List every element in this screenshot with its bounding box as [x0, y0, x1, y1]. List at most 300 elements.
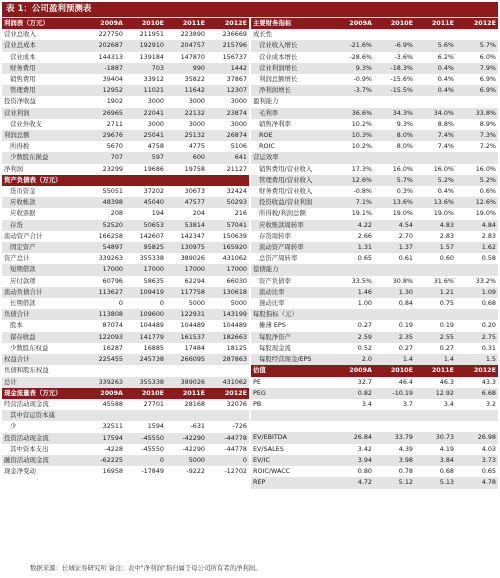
- cell-value: 32.7: [357, 377, 372, 386]
- cell-value: 62294: [184, 276, 205, 285]
- cell-value: 0.84: [398, 299, 413, 308]
- cell-value: 8.0%: [396, 142, 413, 151]
- cell-value: 5000: [188, 299, 205, 308]
- row-label: 销售费用: [10, 75, 36, 84]
- right-financial-table: [251, 18, 498, 489]
- row-label: 资产总计: [4, 254, 30, 263]
- table-section-header: [2, 388, 249, 399]
- table-row: [2, 74, 249, 85]
- cell-value: [333, 96, 374, 107]
- row-label: ROE: [251, 130, 333, 141]
- cell-value: 113627: [84, 287, 125, 298]
- cell-value: 6.0%: [479, 52, 496, 61]
- cell-value: 142347: [180, 231, 205, 240]
- table-row: [251, 343, 498, 354]
- cell-value: 32424: [226, 187, 247, 196]
- cell-value: 2009A: [333, 18, 374, 29]
- cell-value: 339263: [84, 377, 125, 388]
- cell-value: 0.3%: [396, 187, 413, 196]
- row-label: 固定资产: [2, 242, 84, 253]
- cell-value: 26965: [84, 108, 125, 119]
- cell-value: [456, 410, 498, 421]
- cell-value: 60796: [102, 276, 123, 285]
- row-label: 现金流量表（万元）: [2, 388, 84, 399]
- cell-value: 3.7: [402, 399, 413, 408]
- cell-value: 25132: [166, 130, 207, 141]
- row-label: 营业利润: [2, 108, 84, 119]
- cell-value: 223890: [180, 30, 205, 39]
- row-label: 现金净变动: [4, 467, 36, 476]
- cell-value: 2.83: [439, 231, 454, 240]
- row-label: 权益合计: [2, 354, 84, 365]
- cell-value: 9.3%: [396, 119, 413, 128]
- row-label: 营业总成本: [2, 40, 84, 51]
- cell-value: [166, 175, 207, 186]
- cell-value: 16287: [102, 343, 123, 352]
- cell-value: 48398: [84, 197, 125, 208]
- cell-value: 2.35: [374, 332, 415, 343]
- table-section-header: [251, 18, 498, 29]
- cell-value: 12.92: [415, 388, 456, 399]
- cell-value: 33.8%: [456, 108, 498, 119]
- row-label: 货币资金: [10, 187, 36, 196]
- cell-value: 5670: [106, 142, 123, 151]
- cell-value: [456, 29, 498, 40]
- row-label: EV/IC: [251, 455, 333, 466]
- row-label: 营业收入增长: [251, 40, 333, 51]
- cell-value: 0: [207, 455, 249, 466]
- table-row: [251, 29, 498, 40]
- table-row: [251, 399, 498, 410]
- cell-value: 13.6%: [415, 197, 456, 208]
- cell-value: 11021: [125, 85, 166, 96]
- row-label: 总资产周转率: [259, 254, 298, 263]
- cell-value: 2.0: [333, 354, 374, 365]
- row-label: 管理费用/营业收入: [251, 175, 333, 186]
- row-label: 应收帐款: [2, 197, 84, 208]
- cell-value: [374, 410, 415, 421]
- row-label: 流动资产周转率: [251, 242, 333, 253]
- cell-value: 34.3%: [374, 108, 415, 119]
- row-label: 长期借款: [10, 299, 36, 308]
- table-row: [251, 309, 498, 320]
- table-row: [2, 298, 249, 309]
- table-row: [251, 141, 498, 152]
- cell-value: -726: [232, 422, 247, 431]
- cell-value: 16.0%: [475, 164, 496, 173]
- cell-value: 6.68: [456, 388, 498, 399]
- row-label: PB: [253, 399, 262, 408]
- cell-value: 0.19: [398, 321, 413, 330]
- table-row: [251, 287, 498, 298]
- cell-value: 1.30: [374, 287, 415, 298]
- table-row: [251, 242, 498, 253]
- cell-value: -6.9%: [374, 40, 415, 51]
- cell-value: 2012E: [207, 388, 249, 399]
- cell-value: 431062: [222, 254, 247, 263]
- table-row: [2, 287, 249, 298]
- table-row: [251, 164, 498, 175]
- cell-value: 0.80: [357, 467, 372, 476]
- cell-value: 204: [192, 209, 205, 218]
- table-row: [251, 477, 498, 488]
- cell-value: -15.5%: [374, 85, 415, 96]
- cell-value: 33912: [143, 75, 164, 84]
- row-label: [251, 410, 333, 421]
- cell-value: 5000: [166, 455, 207, 466]
- row-label: ROIC: [259, 142, 275, 151]
- cell-value: -44778: [224, 444, 247, 453]
- cell-value: -12702: [224, 467, 247, 476]
- row-label: 其中资本支出: [10, 444, 49, 453]
- table-row: [251, 52, 498, 63]
- cell-value: 46.3: [439, 377, 454, 386]
- row-label: 主要财务指标: [251, 18, 333, 29]
- cell-value: 104489: [222, 321, 247, 330]
- row-label: 流动负债合计: [2, 287, 84, 298]
- row-label: 速动比率: [259, 299, 285, 308]
- cell-value: 1.09: [456, 287, 498, 298]
- cell-value: [456, 309, 498, 320]
- table-row: [2, 85, 249, 96]
- cell-value: 1.21: [415, 287, 456, 298]
- cell-value: 2.59: [333, 332, 374, 343]
- row-label: 少数股东权益: [10, 343, 49, 352]
- cell-value: 0.27: [398, 343, 413, 352]
- cell-value: 122093: [84, 332, 125, 343]
- table-row: [2, 186, 249, 197]
- cell-value: 33.79: [374, 432, 415, 443]
- cell-value: 339263: [98, 254, 123, 263]
- table-row: [251, 85, 498, 96]
- cell-value: 0.6%: [479, 187, 496, 196]
- table-row: [251, 432, 498, 443]
- cell-value: 5.2%: [415, 175, 456, 186]
- cell-value: -28.6%: [349, 52, 372, 61]
- cell-value: 22041: [125, 108, 166, 119]
- cell-value: [166, 365, 207, 376]
- cell-value: 22132: [166, 108, 207, 119]
- cell-value: 122931: [166, 309, 207, 320]
- cell-value: 3.42: [357, 444, 372, 453]
- cell-value: -18.3%: [374, 63, 415, 74]
- row-label: 盈利能力: [253, 97, 279, 106]
- cell-value: 18125: [226, 343, 247, 352]
- cell-value: 2012E: [456, 365, 498, 376]
- cell-value: [456, 96, 498, 107]
- table-row: [2, 433, 249, 444]
- cell-value: 192910: [125, 40, 166, 51]
- table-row: [251, 197, 498, 208]
- row-label: 营业成本增长: [259, 52, 298, 61]
- cell-value: [415, 309, 456, 320]
- cell-value: [374, 96, 415, 107]
- row-label: 每股指标（元）: [251, 309, 333, 320]
- table-row: [2, 309, 249, 320]
- cell-value: 2012E: [456, 18, 498, 29]
- cell-value: 10.3%: [333, 130, 374, 141]
- cell-value: 597: [125, 152, 166, 163]
- cell-value: 2.75: [456, 332, 498, 343]
- cell-value: 2010E: [374, 18, 415, 29]
- cell-value: 165920: [207, 242, 249, 253]
- cell-value: 10.2%: [351, 142, 372, 151]
- table-row: [2, 231, 249, 242]
- cell-value: 236669: [222, 30, 247, 39]
- cell-value: 7.4%: [415, 130, 456, 141]
- cell-value: 0.4%: [415, 85, 456, 96]
- cell-value: 7.3%: [456, 130, 498, 141]
- table-row: [251, 220, 498, 231]
- table-row: [251, 208, 498, 219]
- cell-value: 35822: [184, 75, 205, 84]
- cell-value: 3000: [188, 119, 205, 128]
- row-label: 负债合计: [2, 309, 84, 320]
- cell-value: [415, 96, 456, 107]
- cell-value: 46.4: [398, 377, 413, 386]
- row-label: EV/EBITDA: [251, 432, 333, 443]
- cell-value: 227750: [98, 30, 123, 39]
- row-label: 营业外收支: [10, 119, 42, 128]
- cell-value: 3.4: [361, 399, 372, 408]
- cell-value: 19.0%: [433, 209, 454, 218]
- row-label: EV/SALES: [253, 444, 284, 453]
- cell-value: 1.4: [374, 354, 415, 365]
- row-label: 少数股东损益: [2, 152, 84, 163]
- cell-value: 2010E: [125, 18, 166, 29]
- cell-value: -15.6%: [390, 75, 413, 84]
- cell-value: 26.84: [333, 432, 374, 443]
- row-label: 销售费用/营业收入: [259, 164, 313, 173]
- table-row: [251, 130, 498, 141]
- cell-value: 0.78: [398, 467, 413, 476]
- cell-value: [333, 410, 374, 421]
- cell-value: 2012E: [207, 18, 249, 29]
- table-row: [2, 119, 249, 130]
- cell-value: 31.6%: [433, 276, 454, 285]
- cell-value: -3.6%: [394, 52, 413, 61]
- cell-value: 33.2%: [475, 276, 496, 285]
- table-row: [251, 332, 498, 343]
- table-row: [251, 186, 498, 197]
- cell-value: 0.58: [481, 254, 496, 263]
- cell-value: -0.8%: [353, 187, 372, 196]
- cell-value: 39404: [102, 75, 123, 84]
- cell-value: -0.9%: [353, 75, 372, 84]
- table-row: [2, 455, 249, 466]
- cell-value: 1.00: [357, 299, 372, 308]
- cell-value: 19.0%: [392, 209, 413, 218]
- cell-value: 0.31: [481, 343, 496, 352]
- row-label: PE: [253, 377, 261, 386]
- cell-value: 1902: [106, 97, 123, 106]
- cell-value: 45040: [125, 197, 166, 208]
- cell-value: 0.65: [481, 467, 496, 476]
- cell-value: 600: [166, 152, 207, 163]
- cell-value: 4775: [188, 142, 205, 151]
- row-label: 销售净利率: [259, 119, 291, 128]
- cell-value: 0.52: [357, 343, 372, 352]
- table-row: [2, 108, 249, 119]
- cell-value: 0.4%: [415, 63, 456, 74]
- table-row: [251, 119, 498, 130]
- cell-value: 2011E: [415, 18, 456, 29]
- table-row: [2, 410, 249, 421]
- cell-value: 0.60: [439, 254, 454, 263]
- cell-value: 1.5: [456, 354, 498, 365]
- cell-value: 5.2%: [456, 175, 498, 186]
- cell-value: 5000: [230, 299, 247, 308]
- row-label: 投资活动现金流: [2, 433, 84, 444]
- cell-value: 130975: [166, 242, 207, 253]
- cell-value: 55051: [102, 187, 123, 196]
- table-row: [251, 354, 498, 365]
- cell-value: 287863: [207, 354, 249, 365]
- cell-value: 2011E: [166, 388, 207, 399]
- cell-value: 104489: [180, 321, 205, 330]
- cell-value: -9222: [186, 467, 205, 476]
- row-label: 少: [10, 422, 17, 431]
- row-label: 成长性: [253, 30, 273, 39]
- row-label: 财务费用: [2, 63, 84, 74]
- row-label: 融资活动现金流: [2, 455, 84, 466]
- row-label: 每股现金流: [259, 343, 291, 352]
- row-label: 其中营运资本减: [2, 410, 84, 421]
- row-label: 资产负债率: [259, 276, 291, 285]
- cell-value: 109419: [125, 287, 166, 298]
- cell-value: 12307: [207, 85, 249, 96]
- row-label: 利润总额: [2, 130, 84, 141]
- cell-value: 28168: [184, 399, 205, 408]
- table-row: [2, 365, 249, 376]
- table-row: [2, 320, 249, 331]
- cell-value: 117758: [166, 287, 207, 298]
- cell-value: 37202: [143, 187, 164, 196]
- cell-value: 12.6%: [456, 197, 498, 208]
- cell-value: 143199: [207, 309, 249, 320]
- cell-value: 202687: [84, 40, 125, 51]
- cell-value: 9.3%: [333, 63, 374, 74]
- cell-value: 47577: [166, 197, 207, 208]
- cell-value: 26.98: [456, 432, 498, 443]
- cell-value: 25041: [125, 130, 166, 141]
- cell-value: 1.37: [374, 242, 415, 253]
- table-row: [251, 455, 498, 466]
- cell-value: [84, 410, 125, 421]
- cell-value: 0.27: [439, 343, 454, 352]
- cell-value: 17000: [207, 264, 249, 275]
- table-row: [2, 332, 249, 343]
- cell-value: 2.55: [415, 332, 456, 343]
- cell-value: 141779: [125, 332, 166, 343]
- table-row: [251, 74, 498, 85]
- row-label: ROIC/WACC: [253, 467, 291, 476]
- table-row: [2, 276, 249, 287]
- cell-value: 5.6%: [415, 40, 456, 51]
- row-label: 每股净资产: [251, 332, 333, 343]
- cell-value: 16958: [102, 467, 123, 476]
- cell-value: 5.12: [374, 477, 415, 488]
- cell-value: 4.03: [481, 444, 496, 453]
- cell-value: [456, 152, 498, 163]
- cell-value: [415, 152, 456, 163]
- cell-value: 266095: [166, 354, 207, 365]
- cell-value: 8.8%: [437, 119, 454, 128]
- cell-value: 17594: [84, 433, 125, 444]
- cell-value: 87074: [102, 321, 123, 330]
- row-label: 负债和股东权益: [4, 366, 49, 375]
- cell-value: 10.2%: [351, 119, 372, 128]
- table-row: [251, 377, 498, 388]
- cell-value: 225455: [84, 354, 125, 365]
- table-row: [251, 108, 498, 119]
- cell-value: -631: [190, 422, 205, 431]
- cell-value: 19758: [184, 164, 205, 173]
- table-row: [251, 421, 498, 432]
- table-row: [251, 231, 498, 242]
- table-row: [2, 40, 249, 51]
- cell-value: [207, 365, 249, 376]
- table-section-header: [2, 175, 249, 186]
- table-row: [251, 466, 498, 477]
- table-row: [2, 242, 249, 253]
- table-row: [251, 96, 498, 107]
- cell-value: 50653: [125, 220, 166, 231]
- cell-value: 150639: [222, 231, 247, 240]
- cell-value: 1.31: [333, 242, 374, 253]
- row-label: 营业成本: [10, 52, 36, 61]
- cell-value: 1.4: [415, 354, 456, 365]
- cell-value: 2010E: [125, 388, 166, 399]
- cell-value: [415, 421, 456, 432]
- cell-value: 2009A: [84, 18, 125, 29]
- cell-value: 0.68: [481, 299, 496, 308]
- cell-value: 57041: [207, 220, 249, 231]
- cell-value: 109600: [125, 309, 166, 320]
- cell-value: 29676: [84, 130, 125, 141]
- cell-value: 50293: [207, 197, 249, 208]
- cell-value: 0.4%: [437, 75, 454, 84]
- cell-value: 216: [234, 209, 247, 218]
- cell-value: 8.9%: [479, 119, 496, 128]
- cell-value: 0.68: [439, 467, 454, 476]
- cell-value: 3.73: [456, 455, 498, 466]
- table-section-header: [2, 18, 249, 29]
- cell-value: 5.7%: [374, 175, 415, 186]
- table-row: [2, 421, 249, 432]
- table-section-header: [251, 365, 498, 376]
- cell-value: -42290: [182, 444, 205, 453]
- cell-value: 113808: [84, 309, 125, 320]
- cell-value: [415, 264, 456, 275]
- cell-value: [333, 421, 374, 432]
- row-label: 留存收益: [2, 332, 84, 343]
- cell-value: 17000: [125, 264, 166, 275]
- table-row: [2, 466, 249, 477]
- table-row: [2, 444, 249, 455]
- cell-value: 4.54: [374, 220, 415, 231]
- cell-value: [374, 421, 415, 432]
- cell-value: 36.6%: [333, 108, 374, 119]
- cell-value: 6.9%: [479, 75, 496, 84]
- cell-value: 204757: [166, 40, 207, 51]
- cell-value: 3.84: [415, 455, 456, 466]
- cell-value: 142607: [139, 231, 164, 240]
- row-label: 应收账款周转率: [251, 220, 333, 231]
- table-row: [251, 320, 498, 331]
- table-row: [2, 141, 249, 152]
- cell-value: [333, 152, 374, 163]
